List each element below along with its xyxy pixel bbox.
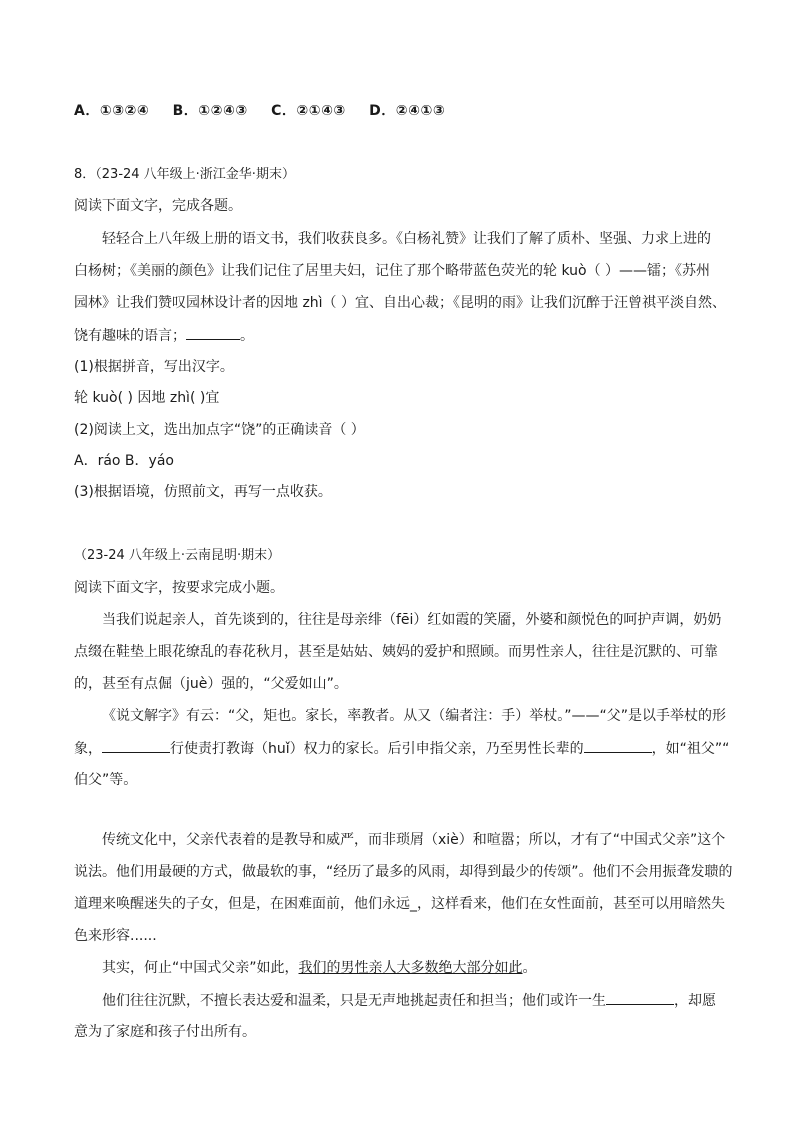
q8-sub2: (2)阅读上文，选出加点字“饶”的正确读音（ ） (74, 422, 365, 438)
q9-p2-line-3: 伯父”等。 (74, 772, 138, 788)
option-d[interactable]: D．②④①③ (369, 103, 446, 119)
q8-instruction: 阅读下面文字，完成各题。 (74, 198, 242, 214)
q9-p3-line-3: 道理来唤醒迷失的子女，但是，在困难面前，他们永远_，这样看来，他们在女性面前，甚至可以用暗然失 (74, 896, 725, 912)
q9-p3-line-1: 传统文化中，父亲代表着的是教导和威严，而非琐屑（xiè）和喧嚣；所以，才有了“中国式父亲”这个 (102, 832, 726, 848)
q9-p4-lead: 其实，何止“中国式父亲”如此， (102, 960, 299, 976)
q9-blank-1[interactable] (102, 738, 170, 753)
q8-passage-line-4-text: 饶有趣味的语言； (74, 328, 186, 344)
q9-p2-line-1: 《说文解字》有云：“父，矩也。家长，率教者。从又（编者注：手）举杖。”——“父”是以手举杖的形 (102, 708, 727, 724)
q9-p2-line-2 (74, 738, 729, 759)
q8-passage-line-4-end: 。 (240, 328, 254, 344)
option-c[interactable]: C．②①④③ (271, 103, 346, 119)
q8-passage-line-4 (74, 325, 254, 346)
q8-header: 8．（23-24 八年级上·浙江金华·期末） (74, 167, 295, 182)
q9-blank-3[interactable] (606, 990, 674, 1005)
q8-passage-line-2: 白杨树；《美丽的颜色》让我们记住了居里夫妇，记住了那个略带蓝色荧光的轮 kuò（ ）——镭；《苏州 (74, 263, 711, 279)
q9-instruction: 阅读下面文字，按要求完成小题。 (74, 580, 284, 596)
q9-p3-line-2: 说法。他们用最硬的方式，做最软的事，“经历了最多的风雨，却得到最少的传颂”。他们不会用振聋发聩的 (74, 864, 733, 880)
q7-options (74, 101, 463, 121)
q8-sub1: (1)根据拼音，写出汉字。 (74, 359, 234, 375)
q9-p5-line-1-text: 他们往往沉默，不擅长表达爱和温柔，只是无声地挑起责任和担当；他们或许一生 (102, 993, 606, 1009)
q8-passage-line-3: 园林》让我们赞叹园林设计者的因地 zhì（ ）宜、自出心裁；《昆明的雨》让我们沉醉于汪曾祺平淡自然、 (74, 295, 727, 311)
q9-p5-line-2: 意为了家庭和孩子付出所有。 (74, 1024, 256, 1040)
q8-answer-blank[interactable] (186, 325, 240, 340)
q9-p1-line-2: 点缀在鞋垫上眼花缭乱的春花秋月，甚至是姑姑、姨妈的爱护和照顾。而男性亲人，往往是沉默的、可靠 (74, 644, 718, 660)
q8-passage-line-1: 轻轻合上八年级上册的语文书，我们收获良多。《白杨礼赞》让我们了解了质朴、坚强、力求上进的 (102, 231, 711, 247)
option-a[interactable]: A．①③②④ (74, 103, 150, 119)
q9-blank-2[interactable] (584, 738, 652, 753)
q9-p2-line-2-end: ，如“祖父”“ (651, 741, 730, 757)
q9-p4 (102, 958, 537, 978)
q9-p2-line-2-mid: 行使责打教诲（huǐ）权力的家长。后引申指父亲，乃至男性长辈的 (170, 741, 584, 757)
q9-p1-line-1: 当我们说起亲人，首先谈到的，往往是母亲绯（fēi）红如霞的笑靥，外婆和颜悦色的呵护声调，奶奶 (102, 612, 722, 628)
q9-p2-line-2-start: 象， (74, 741, 102, 757)
q9-p5-line-1-end: ，却愿 (674, 993, 716, 1009)
q9-p4-underlined-sentence: 我们的男性亲人大多数绝大部分如此 (298, 960, 523, 976)
q8-sub3: (3)根据语境，仿照前文，再写一点收获。 (74, 484, 332, 500)
option-b[interactable]: B．①②④③ (172, 103, 248, 119)
q9-p5-line-1 (102, 990, 716, 1011)
q8-sub2-options[interactable]: A．ráo B．yáo (74, 453, 174, 469)
q9-p3-line-4: 色来形容...... (74, 928, 157, 944)
q9-p4-end: 。 (522, 960, 537, 976)
q9-header: （23-24 八年级上·云南昆明·期末） (74, 548, 281, 563)
q9-p1-line-3: 的，甚至有点倔（juè）强的，“父爱如山”。 (74, 676, 348, 692)
q8-sub1-fill[interactable]: 轮 kuò( ) 因地 zhì( )宜 (74, 390, 220, 406)
